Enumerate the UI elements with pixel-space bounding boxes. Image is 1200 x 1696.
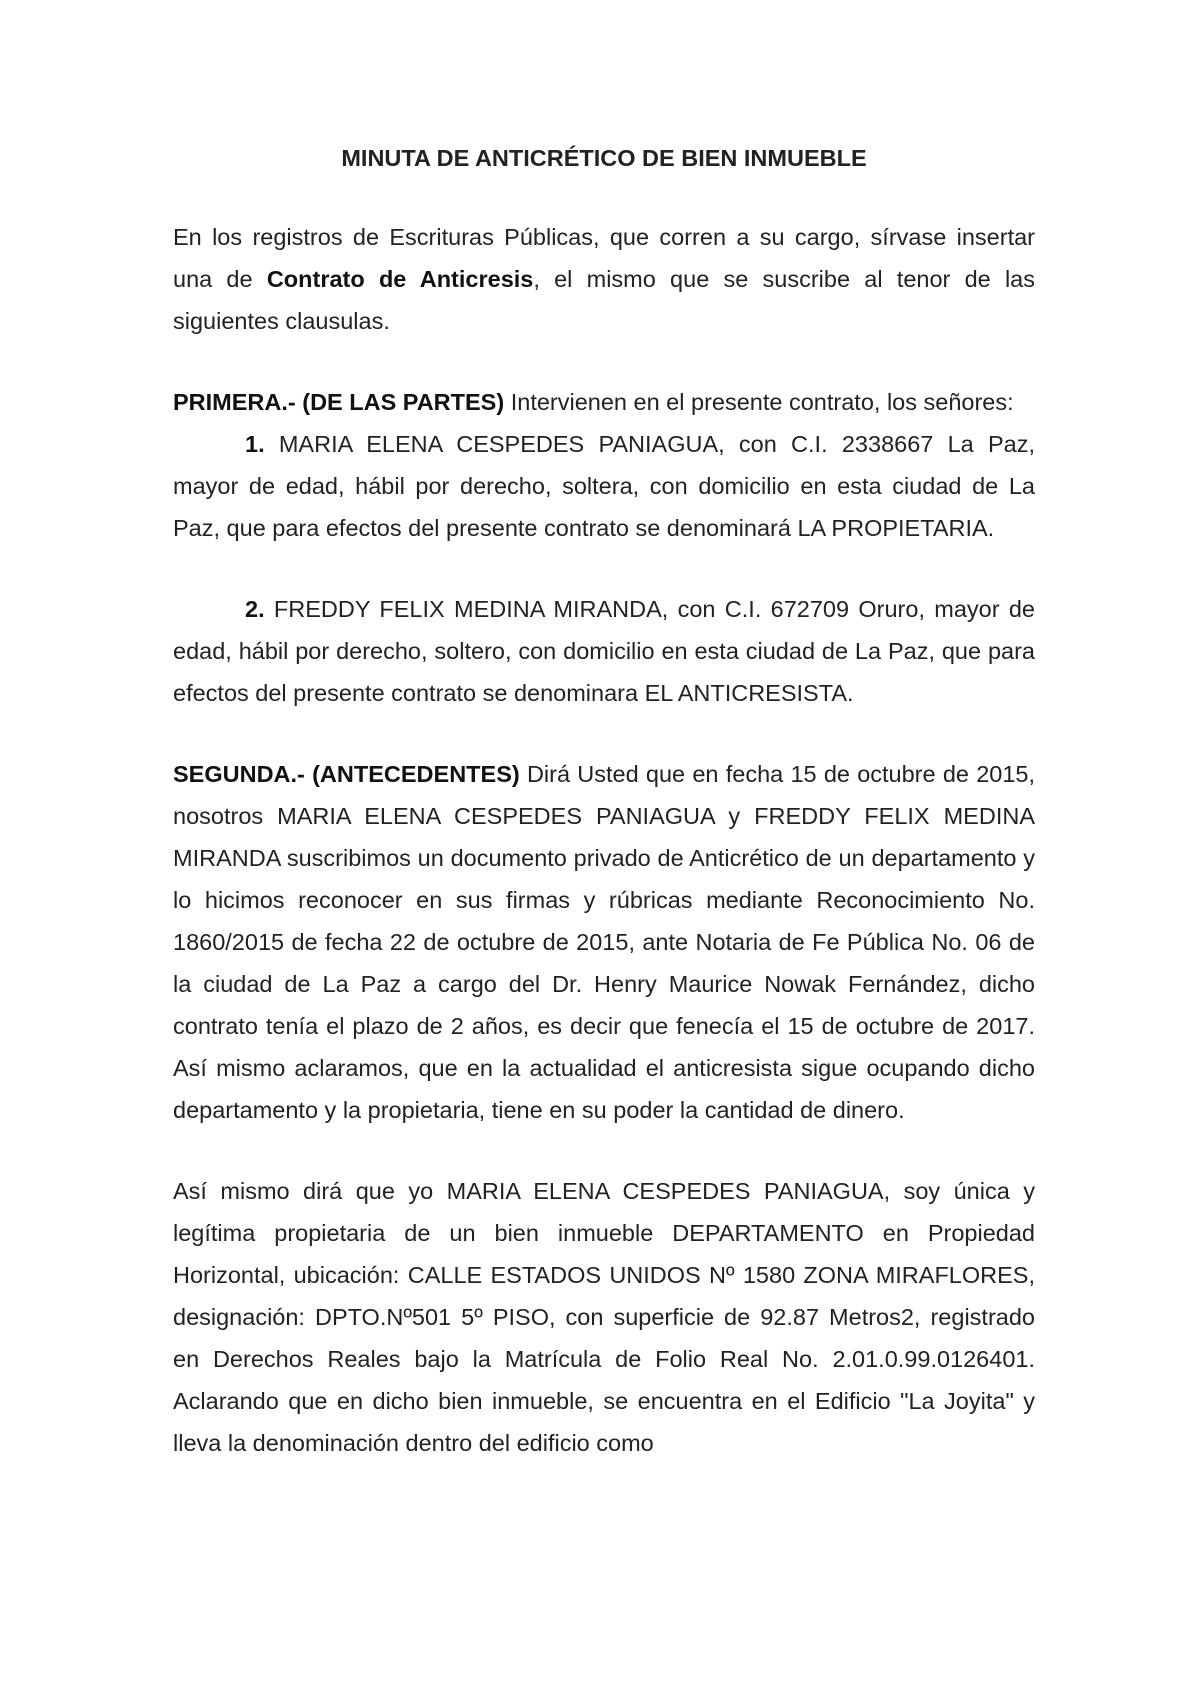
clause-segunda [173, 753, 1035, 1131]
intro-text-before: En los registros de Escrituras Públicas, que corren a su cargo, sírvase insertar una de [173, 224, 1035, 292]
intro-paragraph [173, 216, 1035, 342]
clause-primera-text: Intervienen en el presente contrato, los señores: [504, 389, 1014, 415]
intro-text-after: , el mismo que se suscribe al tenor de las siguientes clausulas. [173, 266, 1035, 334]
party-number-1: 1. [245, 431, 265, 457]
intro-contract-name: Contrato de Anticresis [266, 266, 534, 292]
clause-primera-heading: PRIMERA.- (DE LAS PARTES) [173, 389, 505, 415]
party-number-2: 2. [245, 596, 265, 622]
clause-segunda-heading: SEGUNDA.- (ANTECEDENTES) [173, 761, 520, 787]
asi-mismo-paragraph: Así mismo dirá que yo MARIA ELENA CESPEDES PANIAGUA, soy única y legítima propietaria de un bien inmueble DEPARTAMENTO en Propiedad Horizontal, ubicación: CALLE ESTADOS UNIDOS Nº 1580 ZONA MIRAFLORES, designación: DPTO.Nº501 5º PISO, con superficie de 92.87 Metros2, registrado en Derechos Reales bajo la Matrícula de Folio Real No. 2.01.0.99.0126401. Aclarando que en dicho bien inmueble, se encuentra en el Edificio "La Joyita" y lleva la denominación dentro del edificio como [173, 1178, 1035, 1456]
party-item-2 [173, 588, 1035, 714]
party-text-1: MARIA ELENA CESPEDES PANIAGUA, con C.I. 2338667 La Paz, mayor de edad, hábil por derecho, soltera, con domicilio en esta ciudad de La Paz, que para efectos del presente contrato se denominará LA PROPIETARIA. [173, 431, 1035, 541]
document-title: MINUTA DE ANTICRÉTICO DE BIEN INMUEBLE [341, 145, 867, 171]
party-text-2: FREDDY FELIX MEDINA MIRANDA, con C.I. 672709 Oruro, mayor de edad, hábil por derecho, soltero, con domicilio en esta ciudad de La Paz, que para efectos del presente contrato se denominara EL ANTICRESISTA. [173, 596, 1035, 706]
clause-primera [173, 381, 1035, 423]
clause-segunda-text: Dirá Usted que en fecha 15 de octubre de 2015, nosotros MARIA ELENA CESPEDES PANIAGUA y FREDDY FELIX MEDINA MIRANDA suscribimos un documento privado de Anticrético de un departamento y lo hicimos reconocer en sus firmas y rúbricas mediante Reconocimiento No. 1860/2015 de fecha 22 de octubre de 2015, ante Notaria de Fe Pública No. 06 de la ciudad de La Paz a cargo del Dr. Henry Maurice Nowak Fernández, dicho contrato tenía el plazo de 2 años, es decir que fenecía el 15 de octubre de 2017. Así mismo aclaramos, que en la actualidad el anticresista sigue ocupando dicho departamento y la propietaria, tiene en su poder la cantidad de dinero. [173, 761, 1036, 1123]
document-page [173, 140, 1035, 1464]
party-item-1 [173, 423, 1035, 549]
